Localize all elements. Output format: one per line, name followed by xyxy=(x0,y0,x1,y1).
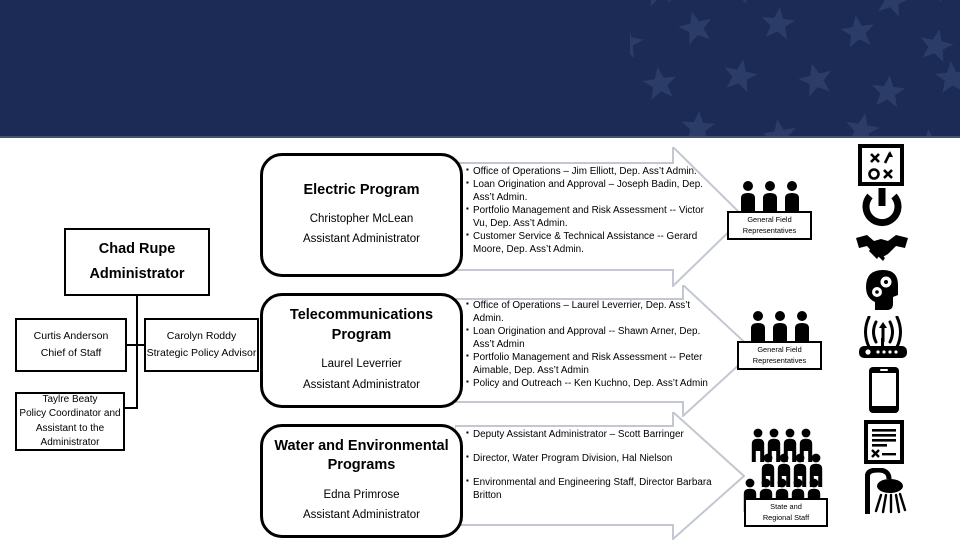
smartphone-icon xyxy=(868,366,900,414)
node-chief-of-staff[interactable] xyxy=(15,318,127,372)
telecom-program-person: Laurel Leverrier xyxy=(321,358,402,371)
telecom-program-bullet-list xyxy=(466,299,714,390)
water-program-bullet-list xyxy=(466,428,721,502)
water-title-line-1: Water and Environmental xyxy=(274,437,449,454)
header-divider xyxy=(0,136,960,138)
policy-advisor-title: Strategic Policy Advisor xyxy=(146,347,257,359)
telecom-program-person-title: Assistant Administrator xyxy=(303,378,420,391)
document-signature-icon xyxy=(864,420,904,464)
administrator-title: Administrator xyxy=(89,265,185,282)
list-item: ▪ Portfolio Management and Risk Assessment -- Victor Vu, Dep. Ass’t Admin. xyxy=(466,204,714,230)
electric-program-person-title: Assistant Administrator xyxy=(303,233,420,246)
water-program-title xyxy=(274,437,448,476)
header-banner xyxy=(0,0,960,137)
node-telecommunications-program[interactable] xyxy=(260,293,463,408)
electric-program-title: Electric Program xyxy=(303,181,420,198)
label-line-1: General Field xyxy=(747,215,792,224)
policy-coordinator-name: Taylre Beaty xyxy=(42,394,98,406)
power-button-icon xyxy=(860,186,904,230)
water-title-line-2: Programs xyxy=(327,457,396,474)
list-item: ▪ Deputy Assistant Administrator – Scott Barringer xyxy=(466,428,721,441)
node-strategic-policy-advisor[interactable] xyxy=(144,318,259,372)
chief-of-staff-name: Curtis Anderson xyxy=(33,330,109,343)
label-line-2: Regional Staff xyxy=(762,512,810,522)
list-item: ▪ Customer Service & Technical Assistance -- Gerard Moore, Dep. Ass’t Admin. xyxy=(466,230,714,256)
telecom-title-line-2: Program xyxy=(331,326,392,343)
list-item: ▪ Office of Operations – Laurel Leverrier, Dep. Ass’t Admin. xyxy=(466,299,714,325)
list-item: ▪ Portfolio Management and Risk Assessment -- Peter Aimable, Dep. Ass’t Admin xyxy=(466,351,714,377)
list-item: ▪ Office of Operations – Jim Elliott, Dep. Ass’t Admin. xyxy=(466,165,714,178)
telecom-program-title xyxy=(290,306,433,345)
label-general-field-representatives-electric xyxy=(727,211,812,240)
policy-coordinator-title-1: Policy Coordinator and xyxy=(19,408,121,420)
head-with-gears-icon xyxy=(862,268,904,312)
general-field-representatives-figures-electric xyxy=(737,180,803,212)
shower-head-icon xyxy=(862,468,908,514)
policy-coordinator-title-2: Assistant to the xyxy=(35,422,105,434)
node-policy-coordinator[interactable] xyxy=(15,392,125,451)
label-line-2: Representatives xyxy=(752,355,807,365)
label-line-1: State and xyxy=(770,502,802,511)
general-field-representatives-figures-telecom xyxy=(747,310,813,342)
connector-to-policy-coordinator xyxy=(125,407,137,409)
router-icon xyxy=(858,338,908,362)
telecom-title-line-1: Telecommunications xyxy=(289,307,434,324)
chief-of-staff-title: Chief of Staff xyxy=(40,347,102,359)
node-water-environmental-programs[interactable] xyxy=(260,424,463,538)
connector-to-chief-of-staff xyxy=(127,344,137,346)
node-administrator[interactable] xyxy=(64,228,210,296)
list-item: ▪ Environmental and Engineering Staff, Director Barbara Britton xyxy=(466,476,721,502)
water-program-person: Edna Primrose xyxy=(323,488,400,501)
list-item: ▪ Loan Origination and Approval -- Shawn Arner, Dep. Ass’t Admin xyxy=(466,325,714,351)
label-line-2: Representatives xyxy=(742,225,797,235)
star-pattern xyxy=(630,0,960,137)
connector-admin-trunk xyxy=(136,296,138,409)
electric-program-person: Christopher McLean xyxy=(309,213,414,226)
list-item: ▪ Director, Water Program Division, Hal Nielson xyxy=(466,452,721,465)
administrator-name: Chad Rupe xyxy=(98,240,176,257)
node-electric-program[interactable] xyxy=(260,153,463,277)
electric-program-bullet-list xyxy=(466,165,714,256)
list-item: ▪ Policy and Outreach -- Ken Kuchno, Dep. Ass’t Admin xyxy=(466,377,714,390)
strategy-board-icon xyxy=(858,144,904,186)
water-program-person-title: Assistant Administrator xyxy=(303,509,420,522)
label-line-1: General Field xyxy=(757,345,802,354)
list-item: ▪ Loan Origination and Approval – Joseph Badin, Dep. Ass’t Admin. xyxy=(466,178,714,204)
policy-coordinator-title-3: Administrator xyxy=(40,436,100,448)
label-general-field-representatives-telecom xyxy=(737,341,822,370)
policy-advisor-name: Carolyn Roddy xyxy=(166,330,237,343)
label-state-and-regional-staff xyxy=(744,498,828,527)
handshake-icon xyxy=(855,232,909,262)
